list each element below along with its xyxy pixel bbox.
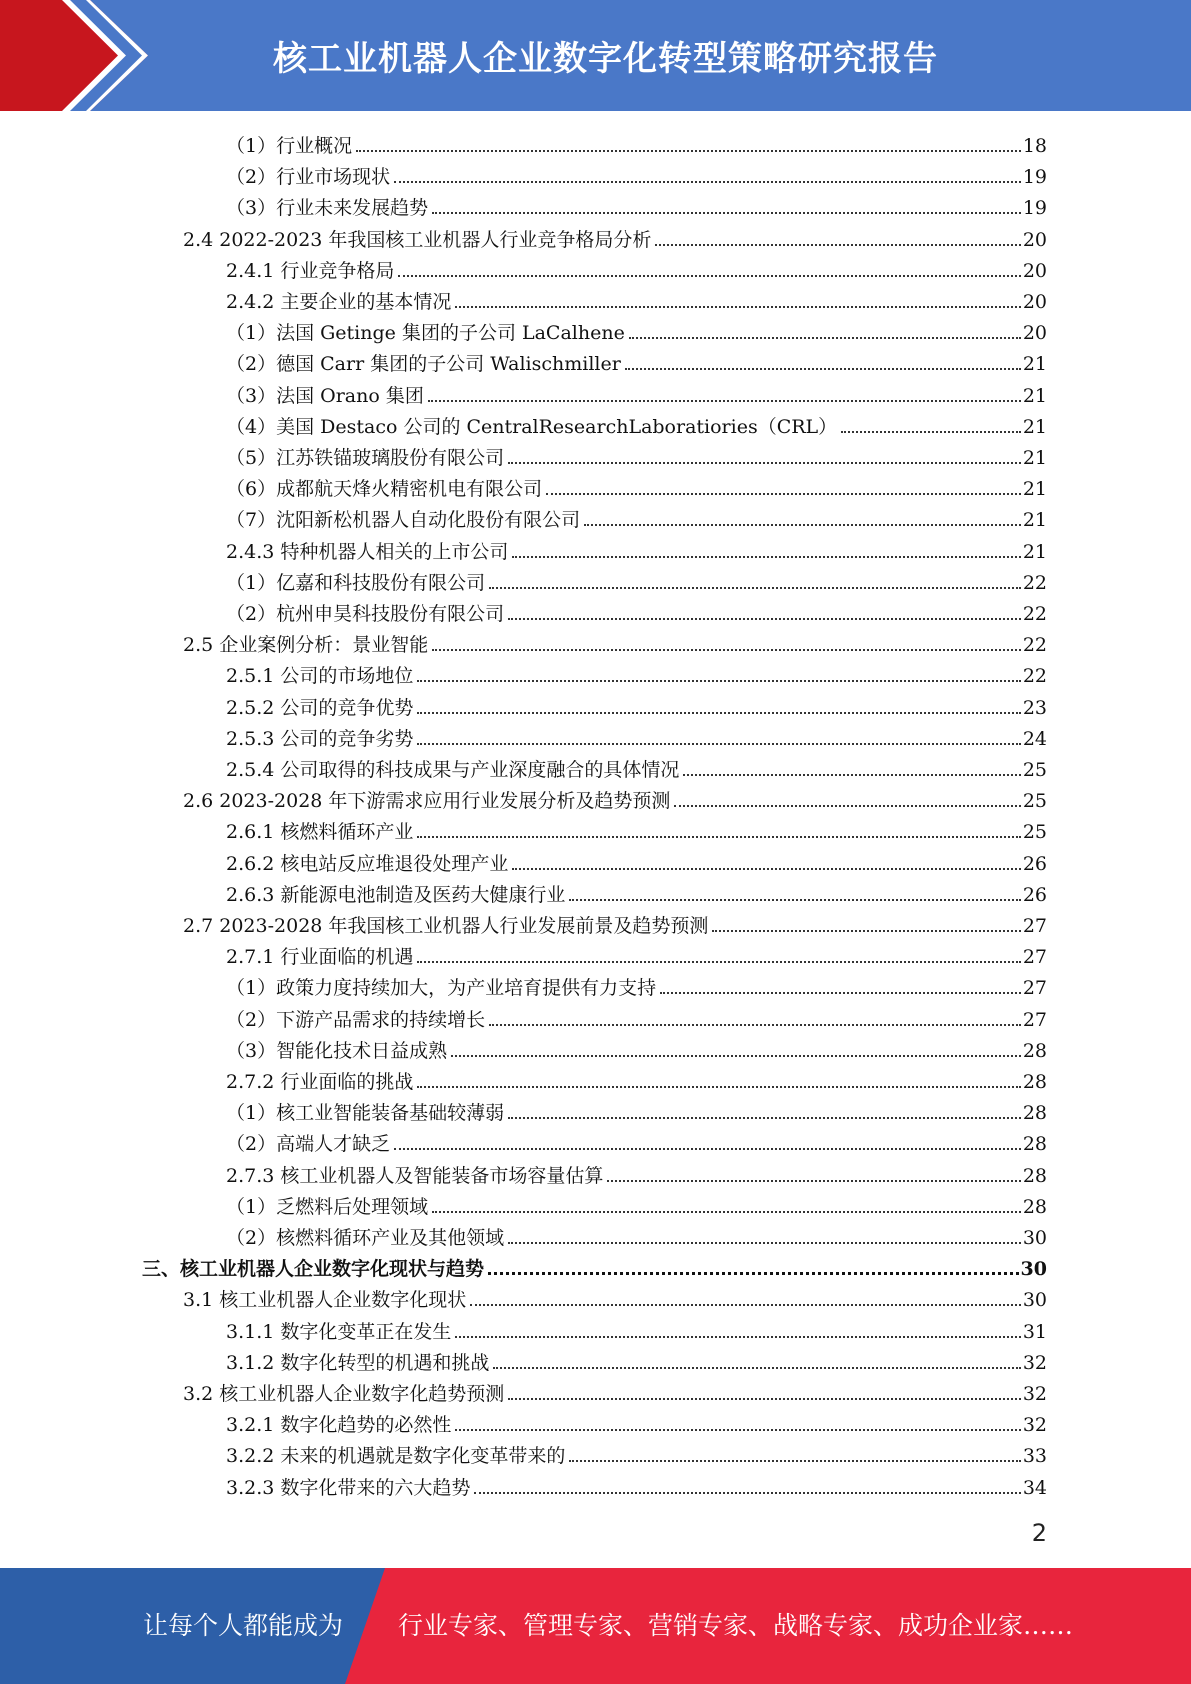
toc-entry-page: 27 — [1022, 915, 1047, 937]
toc-entry-page: 24 — [1022, 727, 1047, 750]
toc-entry-title: 3.2.1 数字化趋势的必然性 — [226, 1414, 452, 1437]
toc-entry-page: 21 — [1022, 384, 1047, 407]
toc-entry[interactable] — [183, 782, 1047, 813]
toc-entry-title: （2）下游产品需求的持续增长 — [226, 1008, 486, 1031]
toc-entry-title: （7）沈阳新松机器人自动化股份有限公司 — [226, 509, 581, 532]
toc-dot-leader — [674, 805, 1020, 807]
toc-dot-leader — [398, 275, 1020, 277]
toc-dot-leader — [512, 556, 1020, 558]
toc-entry-page: 22 — [1022, 571, 1047, 594]
toc-dot-leader — [629, 337, 1021, 339]
toc-dot-leader — [508, 1117, 1021, 1119]
toc-dot-leader — [417, 1086, 1020, 1088]
toc-entry-page: 26 — [1022, 883, 1047, 906]
toc-entry[interactable] — [226, 501, 1047, 532]
toc-entry[interactable] — [226, 689, 1047, 720]
toc-entry-title: （2）行业市场现状 — [226, 166, 391, 189]
toc-entry[interactable] — [226, 1406, 1047, 1437]
toc-entry[interactable] — [226, 1094, 1047, 1125]
toc-dot-leader — [455, 1336, 1020, 1338]
footer-slogan-left: 让每个人都能成为 — [143, 1611, 344, 1640]
toc-entry-title: 2.6.1 核燃料循环产业 — [226, 821, 414, 844]
toc-entry[interactable] — [226, 1344, 1047, 1375]
toc-entry-page: 20 — [1022, 291, 1047, 313]
toc-entry-title: （6）成都航天烽火精密机电有限公司 — [226, 478, 543, 501]
toc-entry[interactable] — [226, 377, 1047, 408]
toc-dot-leader — [489, 1024, 1021, 1026]
toc-entry[interactable] — [226, 938, 1047, 969]
toc-entry-title: 3.2.3 数字化带来的六大趋势 — [226, 1476, 471, 1499]
toc-dot-leader — [489, 587, 1021, 589]
toc-entry-title: 2.7.1 行业面临的机遇 — [226, 946, 414, 969]
toc-entry-title: （1）政策力度持续加大，为产业培育提供有力支持 — [226, 977, 657, 1000]
toc-entry[interactable] — [226, 657, 1047, 688]
toc-entry-title: 2.5.3 公司的竞争劣势 — [226, 727, 414, 750]
toc-entry[interactable] — [226, 1219, 1047, 1250]
toc-dot-leader — [683, 774, 1020, 776]
toc-entry-title: 3.1.2 数字化转型的机遇和挑战 — [226, 1351, 490, 1374]
toc-entry-page: 21 — [1022, 478, 1047, 501]
toc-entry-page: 28 — [1022, 1071, 1047, 1093]
toc-entry-title: （2）核燃料循环产业及其他领域 — [226, 1227, 505, 1249]
page-number: 2 — [1031, 1519, 1047, 1547]
toc-entry[interactable] — [226, 1032, 1047, 1063]
toc-entry-page: 25 — [1022, 759, 1047, 781]
toc-dot-leader — [394, 1148, 1021, 1150]
toc-entry-page: 25 — [1022, 790, 1047, 813]
toc-entry[interactable] — [226, 1437, 1047, 1468]
toc-entry[interactable] — [226, 969, 1047, 1000]
toc-entry-title: （1）法国 Getinge 集团的子公司 LaCalhene — [226, 322, 625, 345]
toc-dot-leader — [508, 618, 1021, 620]
toc-entry-page: 21 — [1022, 540, 1047, 563]
toc-dot-leader — [660, 992, 1021, 994]
toc-entry[interactable] — [226, 252, 1047, 283]
toc-entry-title: （1）亿嘉和科技股份有限公司 — [226, 571, 486, 594]
toc-entry-title: 2.6.3 新能源电池制造及医药大健康行业 — [226, 883, 566, 906]
toc-entry-title: （2）杭州申昊科技股份有限公司 — [226, 603, 505, 625]
toc-entry[interactable] — [226, 595, 1047, 626]
toc-entry[interactable] — [226, 1063, 1047, 1094]
toc-entry-page: 32 — [1022, 1351, 1047, 1374]
toc-entry-title: 2.4.2 主要企业的基本情况 — [226, 291, 452, 313]
toc-entry-title: 2.5 企业案例分析：景业智能 — [183, 634, 429, 657]
toc-entry-page: 21 — [1022, 353, 1047, 376]
toc-entry-title: （1）乏燃料后处理领域 — [226, 1195, 429, 1218]
toc-dot-leader — [569, 1460, 1020, 1462]
page-header — [0, 0, 1191, 111]
toc-dot-leader — [417, 743, 1020, 745]
toc-entry-page: 25 — [1022, 821, 1047, 844]
toc-dot-leader — [508, 1398, 1021, 1400]
toc-entry-title: 3.1.1 数字化变革正在发生 — [226, 1320, 452, 1343]
toc-entry-page: 32 — [1022, 1414, 1047, 1437]
toc-entry[interactable] — [226, 408, 1047, 439]
page-footer — [0, 1568, 1191, 1684]
toc-entry[interactable] — [226, 564, 1047, 595]
toc-dot-leader — [712, 930, 1020, 932]
toc-entry-title: 3.1 核工业机器人企业数字化现状 — [183, 1289, 467, 1312]
toc-dot-leader — [841, 431, 1021, 433]
toc-entry-page: 18 — [1022, 135, 1047, 157]
toc-entry[interactable] — [226, 1157, 1047, 1188]
toc-entry-page: 28 — [1022, 1039, 1047, 1062]
toc-entry[interactable] — [226, 533, 1047, 564]
toc-entry-title: （3）智能化技术日益成熟 — [226, 1039, 448, 1062]
toc-entry[interactable] — [226, 127, 1047, 158]
toc-entry-page: 19 — [1022, 166, 1047, 189]
toc-entry-title: 2.4.1 行业竞争格局 — [226, 259, 395, 282]
toc-entry-title: 2.7.3 核工业机器人及智能装备市场容量估算 — [226, 1164, 604, 1187]
toc-entry[interactable] — [142, 1250, 1047, 1281]
toc-dot-leader — [428, 400, 1021, 402]
toc-dot-leader — [584, 524, 1021, 526]
toc-entry[interactable] — [226, 720, 1047, 751]
toc-entry-title: 2.5.1 公司的市场地位 — [226, 665, 414, 688]
toc-entry[interactable] — [226, 1125, 1047, 1156]
toc-dot-leader — [607, 1180, 1020, 1182]
toc-dot-leader — [512, 868, 1020, 870]
toc-dot-leader — [508, 1242, 1021, 1244]
toc-entry-title: 2.5.4 公司取得的科技成果与产业深度融合的具体情况 — [226, 759, 680, 781]
toc-entry-title: 2.6.2 核电站反应堆退役处理产业 — [226, 852, 509, 875]
toc-dot-leader — [432, 212, 1021, 214]
toc-dot-leader — [417, 836, 1020, 838]
toc-entry-page: 21 — [1022, 509, 1047, 532]
report-title: 核工业机器人企业数字化转型策略研究报告 — [273, 39, 938, 79]
toc-entry[interactable] — [183, 1375, 1047, 1406]
toc-entry-title: （3）行业未来发展趋势 — [226, 197, 429, 220]
toc-entry[interactable] — [183, 626, 1047, 657]
toc-entry-page: 30 — [1022, 1289, 1047, 1312]
toc-entry-title: （1）行业概况 — [226, 135, 353, 157]
toc-entry[interactable] — [183, 1281, 1047, 1312]
toc-entry-page: 21 — [1022, 447, 1047, 469]
toc-entry-title: 2.4.3 特种机器人相关的上市公司 — [226, 540, 509, 563]
toc-entry[interactable] — [183, 907, 1047, 938]
toc-entry[interactable] — [226, 1188, 1047, 1219]
toc-dot-leader — [474, 1492, 1020, 1494]
toc-entry-page: 28 — [1022, 1133, 1047, 1156]
toc-entry[interactable] — [226, 1313, 1047, 1344]
toc-entry-page: 20 — [1022, 228, 1047, 251]
toc-entry-page: 30 — [1022, 1227, 1047, 1249]
toc-entry-page: 22 — [1022, 634, 1047, 657]
toc-entry-title: 3.2.2 未来的机遇就是数字化变革带来的 — [226, 1445, 566, 1468]
toc-entry[interactable] — [226, 751, 1047, 782]
toc-dot-leader — [451, 1055, 1021, 1057]
toc-entry[interactable] — [226, 283, 1047, 314]
toc-entry[interactable] — [226, 158, 1047, 189]
toc-entry-page: 34 — [1022, 1476, 1047, 1499]
toc-entry-page: 26 — [1022, 852, 1047, 875]
toc-dot-leader — [655, 244, 1020, 246]
toc-entry-page: 28 — [1022, 1164, 1047, 1187]
toc-entry[interactable] — [226, 189, 1047, 220]
toc-entry-page: 32 — [1022, 1383, 1047, 1405]
toc-entry[interactable] — [183, 221, 1047, 252]
toc-entry-title: 2.7 2023-2028 年我国核工业机器人行业发展前景及趋势预测 — [183, 915, 709, 937]
toc-entry-page: 33 — [1022, 1445, 1047, 1468]
toc-dot-leader — [455, 1429, 1020, 1431]
toc-dot-leader — [546, 493, 1021, 495]
toc-dot-leader — [432, 1211, 1021, 1213]
toc-dot-leader — [356, 150, 1021, 152]
toc-entry[interactable] — [226, 813, 1047, 844]
toc-dot-leader — [493, 1367, 1020, 1369]
toc-entry-title: （4）美国 Destaco 公司的 CentralResearchLaboratiories（CRL） — [226, 415, 838, 438]
toc-dot-leader — [417, 680, 1020, 682]
toc-entry-page: 30 — [1020, 1258, 1047, 1281]
toc-dot-leader — [417, 712, 1020, 714]
toc-dot-leader — [625, 368, 1021, 370]
toc-entry[interactable] — [226, 439, 1047, 470]
toc-entry[interactable] — [226, 345, 1047, 376]
footer-slogan-right: 行业专家、管理专家、营销专家、战略专家、成功企业家…… — [398, 1611, 1074, 1640]
toc-dot-leader — [508, 462, 1021, 464]
toc-entry-page: 27 — [1022, 946, 1047, 969]
toc-dot-leader — [455, 306, 1020, 308]
toc-entry-title: （1）核工业智能装备基础较薄弱 — [226, 1102, 505, 1125]
toc-entry[interactable] — [226, 314, 1047, 345]
toc-entry-title: （3）法国 Orano 集团 — [226, 384, 424, 407]
toc-entry-page: 20 — [1022, 322, 1047, 345]
toc-entry-page: 22 — [1022, 603, 1047, 625]
toc-entry-title: 2.7.2 行业面临的挑战 — [226, 1071, 414, 1093]
toc-entry-title: 2.4 2022-2023 年我国核工业机器人行业竞争格局分析 — [183, 228, 652, 251]
toc-entry[interactable] — [226, 470, 1047, 501]
toc-entry-title: （2）德国 Carr 集团的子公司 Walischmiller — [226, 353, 621, 376]
toc-entry-page: 20 — [1022, 259, 1047, 282]
toc-entry-title: （5）江苏铁锚玻璃股份有限公司 — [226, 447, 505, 469]
toc-entry-title: 2.6 2023-2028 年下游需求应用行业发展分析及趋势预测 — [183, 790, 671, 813]
toc-entry-title: （2）高端人才缺乏 — [226, 1133, 391, 1156]
toc-entry[interactable] — [226, 1001, 1047, 1032]
toc-entry-page: 28 — [1022, 1195, 1047, 1218]
toc-dot-leader — [488, 1272, 1019, 1275]
toc-entry-title: 三、核工业机器人企业数字化现状与趋势 — [142, 1258, 485, 1281]
toc-entry[interactable] — [226, 876, 1047, 907]
toc-dot-leader — [569, 899, 1020, 901]
toc-entry[interactable] — [226, 845, 1047, 876]
toc-entry-page: 27 — [1022, 1008, 1047, 1031]
toc-dot-leader — [394, 181, 1021, 183]
toc-entry[interactable] — [226, 1469, 1047, 1500]
toc-dot-leader — [470, 1304, 1021, 1306]
toc-dot-leader — [432, 649, 1021, 651]
toc-entry-page: 28 — [1022, 1102, 1047, 1125]
toc-entry-page: 31 — [1022, 1320, 1047, 1343]
toc-entry-page: 21 — [1022, 415, 1047, 438]
toc-dot-leader — [417, 961, 1020, 963]
toc-entry-page: 22 — [1022, 665, 1047, 688]
toc-entry-page: 23 — [1022, 696, 1047, 719]
toc-entry-page: 27 — [1022, 977, 1047, 1000]
toc-entry-title: 2.5.2 公司的竞争优势 — [226, 696, 414, 719]
toc-entry-title: 3.2 核工业机器人企业数字化趋势预测 — [183, 1383, 505, 1405]
toc-entry-page: 19 — [1022, 197, 1047, 220]
red-chevron-logo — [0, 0, 160, 111]
